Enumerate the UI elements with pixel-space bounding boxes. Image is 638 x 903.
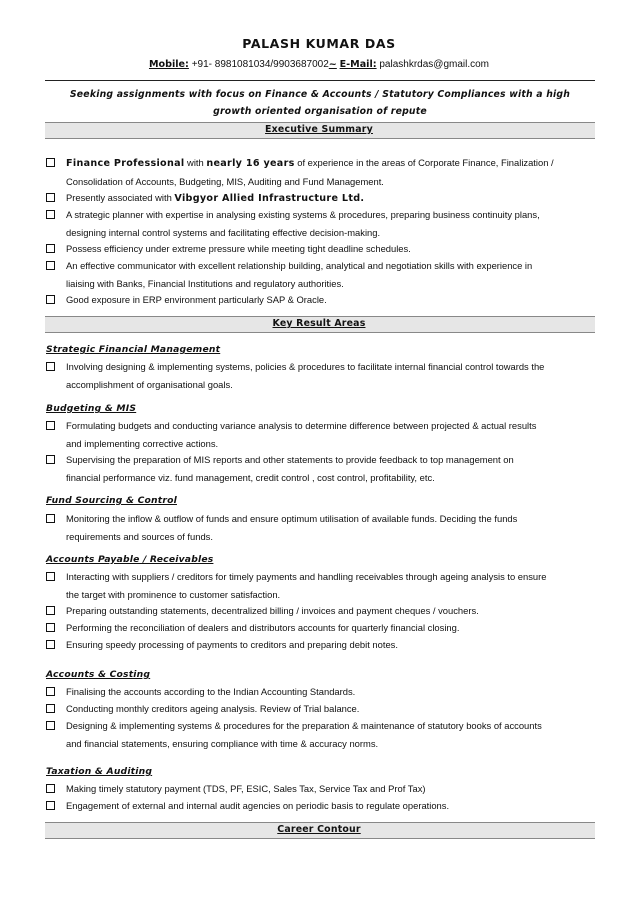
costing-item-2	[66, 700, 590, 718]
payables-item-2	[66, 602, 590, 620]
mobile-value: +91- 8981081034/9903687002	[191, 59, 329, 70]
summary-item-1-rest: of experience in the areas of Corporate Finance, Finalization /	[294, 157, 554, 168]
budgeting-item-2-line-2: financial performance viz. fund management, credit control , cost control, profitability, etc.	[66, 471, 435, 483]
summary-item-5-line-1: An effective communicator with excellent relationship building, analytical and negotiation skills with experience in	[66, 260, 533, 271]
accounts-costing-heading: Accounts & Costing	[46, 669, 151, 680]
checkbox-bullet-icon	[46, 640, 55, 649]
checkbox-bullet-icon	[46, 421, 55, 430]
email-value[interactable]: palashkrdas@gmail.com	[379, 59, 490, 70]
costing-item-2-line: Conducting monthly creditors ageing analysis. Review of Trial balance.	[66, 703, 360, 714]
accounts-payable-receivables-heading: Accounts Payable / Receivables	[46, 554, 214, 565]
summary-item-2	[66, 189, 590, 208]
checkbox-bullet-icon	[46, 244, 55, 253]
objective-line-1: Seeking assignments with focus on Finance & Accounts / Statutory Compliances with a high	[69, 89, 571, 100]
checkbox-bullet-icon	[46, 514, 55, 523]
taxation-auditing-heading: Taxation & Auditing	[46, 766, 153, 777]
email-label: E-Mail:	[339, 59, 377, 70]
checkbox-bullet-icon	[46, 704, 55, 713]
objective-line-2: growth oriented organisation of repute	[213, 106, 427, 117]
checkbox-bullet-icon	[46, 261, 55, 270]
payables-item-3	[66, 619, 590, 637]
summary-item-3-line-2: designing internal control systems and facilitating effective decision-making.	[66, 226, 381, 238]
checkbox-bullet-icon	[46, 455, 55, 464]
executive-summary-heading: Executive Summary	[265, 124, 373, 135]
candidate-name: PALASH KUMAR DAS	[242, 36, 396, 51]
budgeting-item-2	[66, 451, 590, 486]
payables-item-1-line-2: the target with prominence to customer satisfaction.	[66, 588, 281, 600]
payables-item-2-line: Preparing outstanding statements, decentralized billing / invoices and payment cheques / vouchers.	[66, 605, 479, 616]
checkbox-bullet-icon	[46, 801, 55, 810]
summary-item-1-line-2: Consolidation of Accounts, Budgeting, MIS, Auditing and Fund Management.	[66, 175, 384, 187]
budgeting-item-1	[66, 417, 590, 452]
fund-item-1-line-1: Monitoring the inflow & outflow of funds and ensure optimum utilisation of available funds. Deciding the funds	[66, 513, 518, 524]
costing-item-3-line-1: Designing & implementing systems & procedures for the preparation & maintenance of statutory books of accounts	[66, 720, 542, 731]
taxation-item-1	[66, 780, 590, 798]
costing-item-3	[66, 717, 590, 752]
costing-item-1	[66, 683, 590, 701]
payables-item-4	[66, 636, 590, 654]
summary-item-3	[66, 206, 590, 241]
checkbox-bullet-icon	[46, 572, 55, 581]
checkbox-bullet-icon	[46, 362, 55, 371]
key-result-areas-heading: Key Result Areas	[272, 318, 366, 329]
strategic-item-1-line-2: accomplishment of organisational goals.	[66, 378, 233, 390]
summary-item-5-line-2: liaising with Banks, Financial Institutions and regulatory authorities.	[66, 277, 344, 289]
checkbox-bullet-icon	[46, 623, 55, 632]
checkbox-bullet-icon	[46, 721, 55, 730]
taxation-item-1-line: Making timely statutory payment (TDS, PF, ESIC, Sales Tax, Service Tax and Prof Tax)	[66, 783, 426, 794]
summary-item-2-line	[66, 189, 590, 208]
budgeting-item-1-line-2: and implementing corrective actions.	[66, 437, 219, 449]
costing-item-3-line-2: and financial statements, ensuring compliance with time & accuracy norms.	[66, 737, 379, 749]
payables-item-3-line: Performing the reconciliation of dealers and distributors accounts for quarterly financial closing.	[66, 622, 460, 633]
checkbox-bullet-icon	[46, 158, 55, 167]
summary-item-1-line-1	[66, 154, 590, 173]
summary-item-6-line: Good exposure in ERP environment particularly SAP & Oracle.	[66, 294, 327, 305]
checkbox-bullet-icon	[46, 210, 55, 219]
costing-item-1-line: Finalising the accounts according to the Indian Accounting Standards.	[66, 686, 356, 697]
taxation-item-2-line: Engagement of external and internal audit agencies on periodic basis to regulate operations.	[66, 800, 450, 811]
checkbox-bullet-icon	[46, 606, 55, 615]
career-contour-heading: Career Contour	[277, 824, 361, 835]
budgeting-item-1-line-1: Formulating budgets and conducting variance analysis to determine difference between projected & actual results	[66, 420, 537, 431]
mobile-label: Mobile:	[148, 59, 189, 70]
summary-item-1-text: with	[184, 157, 207, 168]
strategic-item-1	[66, 358, 590, 393]
strategic-item-1-line-1: Involving designing & implementing systems, policies & procedures to facilitate internal financial control towards the	[66, 361, 545, 372]
checkbox-bullet-icon	[46, 784, 55, 793]
summary-item-1	[66, 154, 590, 190]
header-rule	[45, 80, 595, 81]
budgeting-mis-heading: Budgeting & MIS	[46, 403, 137, 414]
payables-item-4-line: Ensuring speedy processing of payments to creditors and preparing debit notes.	[66, 639, 398, 650]
budgeting-item-2-line-1: Supervising the preparation of MIS reports and other statements to provide feedback to top management on	[66, 454, 514, 465]
summary-item-3-line-1: A strategic planner with expertise in analysing existing systems & procedures, preparing business continuity plans,	[66, 209, 540, 220]
presently-associated-text: Presently associated with	[66, 192, 175, 203]
objective-statement	[45, 86, 595, 120]
strategic-financial-management-heading: Strategic Financial Management	[46, 344, 221, 355]
current-company: Vibgyor Allied Infrastructure Ltd.	[174, 193, 365, 204]
fund-item-1	[66, 510, 590, 545]
contact-separator: ~	[328, 59, 337, 70]
finance-professional-label: Finance Professional	[66, 158, 185, 169]
payables-item-1	[66, 568, 590, 603]
fund-item-1-line-2: requirements and sources of funds.	[66, 530, 213, 542]
checkbox-bullet-icon	[46, 295, 55, 304]
checkbox-bullet-icon	[46, 687, 55, 696]
taxation-item-2	[66, 797, 590, 815]
payables-item-1-line-1: Interacting with suppliers / creditors for timely payments and handling receivables through ageing analysis to ensure	[66, 571, 547, 582]
years-of-experience: nearly 16 years	[206, 158, 295, 169]
checkbox-bullet-icon	[46, 193, 55, 202]
contact-line	[0, 59, 638, 70]
summary-item-4	[66, 240, 590, 258]
summary-item-4-line: Possess efficiency under extreme pressure while meeting tight deadline schedules.	[66, 243, 411, 254]
summary-item-5	[66, 257, 590, 292]
summary-item-6	[66, 291, 590, 309]
fund-sourcing-control-heading: Fund Sourcing & Control	[46, 495, 177, 506]
